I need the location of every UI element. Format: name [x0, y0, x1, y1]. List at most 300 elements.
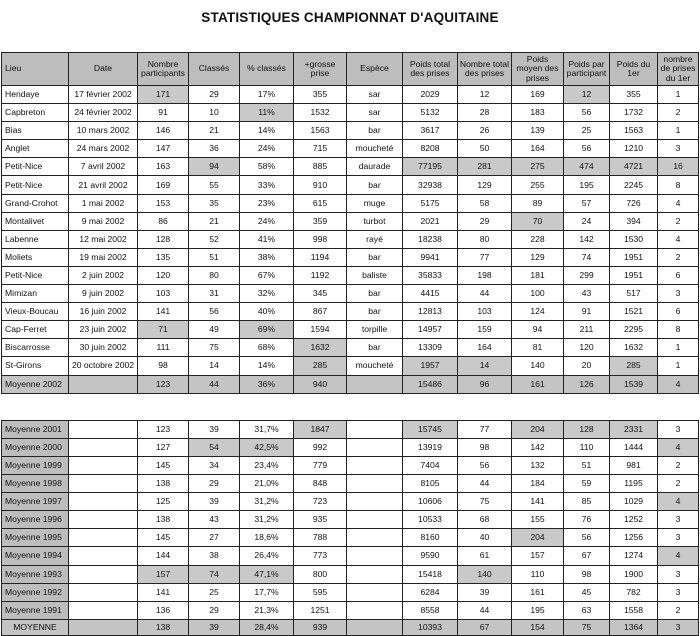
table-cell: 69% — [240, 321, 294, 339]
table-cell: 2021 — [403, 212, 458, 230]
table-cell: 228 — [512, 230, 564, 248]
table-row — [2, 194, 699, 212]
table-cell: 1 — [658, 122, 699, 140]
table-cell: 77195 — [403, 158, 458, 176]
table-cell: 31 — [189, 285, 240, 303]
table-cell: moucheté — [347, 140, 403, 158]
table-cell: 3 — [658, 285, 699, 303]
table-cell: 24% — [240, 212, 294, 230]
table-cell: 15745 — [403, 420, 458, 438]
table-cell: Moyenne 2001 — [2, 420, 69, 438]
table-cell — [69, 583, 138, 601]
table-cell: 4 — [658, 194, 699, 212]
table-cell: 17 février 2002 — [69, 86, 138, 104]
table-cell: 2331 — [610, 420, 658, 438]
table-cell — [69, 601, 138, 619]
header-row — [2, 53, 699, 86]
table-cell: 21 avril 2002 — [69, 176, 138, 194]
table-cell: Moyenne 2002 — [2, 375, 69, 393]
table-cell: 100 — [512, 285, 564, 303]
table-cell: 15486 — [403, 375, 458, 393]
table-cell: 154 — [512, 619, 564, 635]
table-cell: 86 — [138, 212, 189, 230]
table-cell: 204 — [512, 529, 564, 547]
table-cell: 726 — [610, 194, 658, 212]
table-cell — [69, 420, 138, 438]
table-cell: 10606 — [403, 493, 458, 511]
table-cell: 153 — [138, 194, 189, 212]
table-cell — [347, 456, 403, 474]
table-cell: Petit-Nice — [2, 158, 69, 176]
table-cell: 615 — [294, 194, 347, 212]
table-cell: 2 — [658, 248, 699, 266]
table-cell: Montalivet — [2, 212, 69, 230]
table-cell: 773 — [294, 547, 347, 565]
table-cell: 1732 — [610, 104, 658, 122]
table-row — [2, 266, 699, 284]
table-cell: 910 — [294, 176, 347, 194]
table-cell: 1210 — [610, 140, 658, 158]
table-cell — [69, 375, 138, 393]
table-cell — [347, 619, 403, 635]
table-cell — [69, 511, 138, 529]
table-cell: 345 — [294, 285, 347, 303]
table-cell: 1194 — [294, 248, 347, 266]
table-cell: 145 — [138, 456, 189, 474]
table-cell: 2 — [658, 601, 699, 619]
table-cell: 50 — [458, 140, 512, 158]
table-cell: 40% — [240, 303, 294, 321]
table-cell: 1563 — [610, 122, 658, 140]
table-cell: Biscarrosse — [2, 339, 69, 357]
table-cell: 1632 — [294, 339, 347, 357]
table-cell: 141 — [138, 303, 189, 321]
table-cell: 29 — [458, 212, 512, 230]
table-cell: 6284 — [403, 583, 458, 601]
table-cell: 3 — [658, 420, 699, 438]
table-cell: 1530 — [610, 230, 658, 248]
table-cell: 299 — [564, 266, 610, 284]
table-cell: 13309 — [403, 339, 458, 357]
table-row — [2, 140, 699, 158]
table-cell: turbot — [347, 212, 403, 230]
table-cell: bar — [347, 339, 403, 357]
table-cell: 29 — [189, 86, 240, 104]
overall-average-row — [2, 619, 699, 635]
table-cell: 14957 — [403, 321, 458, 339]
table-cell: 285 — [294, 357, 347, 375]
table-row — [2, 285, 699, 303]
average-2002-row — [2, 375, 699, 393]
table-cell: 129 — [512, 248, 564, 266]
table-cell: Moyenne 1999 — [2, 456, 69, 474]
table-cell: 12 — [458, 86, 512, 104]
table-cell: 7404 — [403, 456, 458, 474]
table-cell: 1521 — [610, 303, 658, 321]
table-cell: 63 — [564, 601, 610, 619]
column-header: Poids par participant — [564, 53, 610, 86]
table-cell: 70 — [512, 212, 564, 230]
table-cell: 26,4% — [240, 547, 294, 565]
table-cell: 715 — [294, 140, 347, 158]
table-cell: 76 — [564, 511, 610, 529]
table-cell: 39 — [189, 493, 240, 511]
column-header: Espèce — [347, 53, 403, 86]
table-cell: 1 — [658, 357, 699, 375]
table-cell: 61 — [458, 547, 512, 565]
table-cell: 18238 — [403, 230, 458, 248]
table-cell: 1558 — [610, 601, 658, 619]
table-cell: 1364 — [610, 619, 658, 635]
table-cell — [69, 493, 138, 511]
table-cell — [69, 619, 138, 635]
table-cell: 89 — [512, 194, 564, 212]
table-cell — [69, 529, 138, 547]
table-cell: Moyenne 2000 — [2, 438, 69, 456]
table-cell: 24% — [240, 140, 294, 158]
table-cell: 204 — [512, 420, 564, 438]
table-cell: 9590 — [403, 547, 458, 565]
table-cell: 29 — [189, 475, 240, 493]
table-cell: 2295 — [610, 321, 658, 339]
table-cell: 25 — [564, 122, 610, 140]
table-cell: 998 — [294, 230, 347, 248]
table-cell: 169 — [138, 176, 189, 194]
history-row — [2, 456, 699, 474]
table-cell: 40 — [458, 529, 512, 547]
table-cell: 3617 — [403, 122, 458, 140]
table-cell: 394 — [610, 212, 658, 230]
table-cell: bar — [347, 176, 403, 194]
table-cell: 24 février 2002 — [69, 104, 138, 122]
table-cell: Anglet — [2, 140, 69, 158]
table-cell: 1252 — [610, 511, 658, 529]
table-cell: 56 — [458, 456, 512, 474]
table-cell: 91 — [564, 303, 610, 321]
table-cell: 171 — [138, 86, 189, 104]
table-cell: 33% — [240, 176, 294, 194]
table-cell: Moliets — [2, 248, 69, 266]
table-cell: baliste — [347, 266, 403, 284]
table-cell: 39 — [189, 619, 240, 635]
table-cell: 17,7% — [240, 583, 294, 601]
table-cell: 94 — [189, 158, 240, 176]
table-cell — [347, 529, 403, 547]
table-cell: 135 — [138, 248, 189, 266]
table-cell: 47,1% — [240, 565, 294, 583]
table-cell: 38% — [240, 248, 294, 266]
table-cell: 1900 — [610, 565, 658, 583]
table-cell: 128 — [564, 420, 610, 438]
table-cell: 355 — [294, 86, 347, 104]
table-cell: Hendaye — [2, 86, 69, 104]
table-cell: 1957 — [403, 357, 458, 375]
table-cell: 14 — [458, 357, 512, 375]
table-cell: 14 — [189, 357, 240, 375]
table-cell: muge — [347, 194, 403, 212]
table-cell: 164 — [512, 140, 564, 158]
table-cell: St-Girons — [2, 357, 69, 375]
table-cell: daurade — [347, 158, 403, 176]
table-cell: 44 — [458, 475, 512, 493]
table-cell: 8 — [658, 321, 699, 339]
table-cell: 68% — [240, 339, 294, 357]
table-cell: Moyenne 1995 — [2, 529, 69, 547]
table-cell: 138 — [138, 475, 189, 493]
table-cell: Moyenne 1996 — [2, 511, 69, 529]
table-cell: 981 — [610, 456, 658, 474]
column-header: Date — [69, 53, 138, 86]
table-cell: Moyenne 1994 — [2, 547, 69, 565]
table-row — [2, 104, 699, 122]
table-cell: 20 octobre 2002 — [69, 357, 138, 375]
table-cell: 198 — [458, 266, 512, 284]
column-header: Poids total des prises — [403, 53, 458, 86]
table-cell: 68 — [458, 511, 512, 529]
table-cell: 140 — [458, 565, 512, 583]
table-cell: 21 — [189, 212, 240, 230]
table-cell — [347, 475, 403, 493]
history-row — [2, 583, 699, 601]
table-cell: 8105 — [403, 475, 458, 493]
table-cell: 159 — [458, 321, 512, 339]
table-cell: Cap-Ferret — [2, 321, 69, 339]
table-cell: 1 — [658, 339, 699, 357]
table-cell: 77 — [458, 248, 512, 266]
table-cell: 723 — [294, 493, 347, 511]
table-cell: 1 mai 2002 — [69, 194, 138, 212]
table-cell: 44 — [458, 285, 512, 303]
table-cell: 4 — [658, 547, 699, 565]
table-row — [2, 248, 699, 266]
table-cell: 21 — [189, 122, 240, 140]
table-cell: 74 — [564, 248, 610, 266]
table-cell: 2 juin 2002 — [69, 266, 138, 284]
table-cell: 1847 — [294, 420, 347, 438]
table-cell: 3 — [658, 140, 699, 158]
table-cell: 1539 — [610, 375, 658, 393]
table-cell: 132 — [512, 456, 564, 474]
table-cell: 75 — [458, 493, 512, 511]
table-cell: 1192 — [294, 266, 347, 284]
table-cell: 52 — [189, 230, 240, 248]
history-row — [2, 475, 699, 493]
table-cell: Bias — [2, 122, 69, 140]
table-cell: 35833 — [403, 266, 458, 284]
table-cell: 183 — [512, 104, 564, 122]
table-cell: 80 — [458, 230, 512, 248]
table-cell: 8160 — [403, 529, 458, 547]
history-row — [2, 547, 699, 565]
table-cell: 103 — [458, 303, 512, 321]
table-cell: 28 — [458, 104, 512, 122]
table-cell: 19 mai 2002 — [69, 248, 138, 266]
column-header: % classés — [240, 53, 294, 86]
table-cell — [347, 375, 403, 393]
history-row — [2, 438, 699, 456]
table-cell: 14% — [240, 122, 294, 140]
table-cell: 75 — [564, 619, 610, 635]
table-cell: 12813 — [403, 303, 458, 321]
table-cell: Vieux-Boucau — [2, 303, 69, 321]
table-cell: 123 — [138, 420, 189, 438]
table-cell: 355 — [610, 86, 658, 104]
table-cell: 44 — [189, 375, 240, 393]
table-cell — [347, 493, 403, 511]
table-cell: 98 — [138, 357, 189, 375]
table-cell: Moyenne 1997 — [2, 493, 69, 511]
table-cell — [347, 511, 403, 529]
table-cell: 138 — [138, 511, 189, 529]
table-cell: bar — [347, 285, 403, 303]
table-cell: 5132 — [403, 104, 458, 122]
table-cell: 16 juin 2002 — [69, 303, 138, 321]
table-cell: 1951 — [610, 266, 658, 284]
table-cell: 195 — [512, 601, 564, 619]
table-cell: 51 — [564, 456, 610, 474]
table-cell: 51 — [189, 248, 240, 266]
table-cell: 1274 — [610, 547, 658, 565]
column-header: nombre de prises du 1er — [658, 53, 699, 86]
table-cell: 163 — [138, 158, 189, 176]
table-cell: 24 — [564, 212, 610, 230]
table-row — [2, 339, 699, 357]
table-cell: sar — [347, 104, 403, 122]
table-cell: 147 — [138, 140, 189, 158]
table-cell: 141 — [512, 493, 564, 511]
table-cell: 12 — [564, 86, 610, 104]
table-cell: 3 — [658, 529, 699, 547]
table-cell: 939 — [294, 619, 347, 635]
table-row — [2, 303, 699, 321]
table-cell: 9941 — [403, 248, 458, 266]
table-cell: 59 — [564, 475, 610, 493]
table-cell: Mimizan — [2, 285, 69, 303]
history-row — [2, 529, 699, 547]
table-cell: 32% — [240, 285, 294, 303]
table-cell: 98 — [564, 565, 610, 583]
table-cell: 142 — [512, 438, 564, 456]
table-cell: bar — [347, 303, 403, 321]
table-cell: Moyenne 1993 — [2, 565, 69, 583]
table-cell: 123 — [138, 375, 189, 393]
table-cell: 55 — [189, 176, 240, 194]
table-row — [2, 176, 699, 194]
table-cell: 1563 — [294, 122, 347, 140]
table-cell: 41% — [240, 230, 294, 248]
table-cell: 211 — [564, 321, 610, 339]
statistics-table — [1, 52, 699, 636]
table-cell: 31,2% — [240, 511, 294, 529]
spacer-cell — [2, 393, 699, 420]
table-cell: 96 — [458, 375, 512, 393]
table-cell: 1195 — [610, 475, 658, 493]
table-cell: 16 — [658, 158, 699, 176]
column-header: Nombre participants — [138, 53, 189, 86]
table-cell: 120 — [564, 339, 610, 357]
table-cell: 161 — [512, 583, 564, 601]
table-cell — [347, 420, 403, 438]
table-cell: 138 — [138, 619, 189, 635]
table-cell: 9 mai 2002 — [69, 212, 138, 230]
table-cell: 867 — [294, 303, 347, 321]
table-cell: Capbreton — [2, 104, 69, 122]
table-cell: 58% — [240, 158, 294, 176]
table-cell: 1444 — [610, 438, 658, 456]
table-cell: Moyenne 1998 — [2, 475, 69, 493]
column-header: Classés — [189, 53, 240, 86]
table-cell: 359 — [294, 212, 347, 230]
table-cell: 6 — [658, 303, 699, 321]
column-header: +grosse prise — [294, 53, 347, 86]
column-header: Poids moyen des prises — [512, 53, 564, 86]
table-cell: moucheté — [347, 357, 403, 375]
table-row — [2, 357, 699, 375]
table-cell: 4 — [658, 375, 699, 393]
table-cell: 157 — [512, 547, 564, 565]
table-cell: 779 — [294, 456, 347, 474]
table-cell — [69, 565, 138, 583]
table-cell: 788 — [294, 529, 347, 547]
table-cell: Moyenne 1992 — [2, 583, 69, 601]
table-cell: 10 mars 2002 — [69, 122, 138, 140]
table-cell: 275 — [512, 158, 564, 176]
table-cell: 4415 — [403, 285, 458, 303]
table-cell: 56 — [564, 529, 610, 547]
table-cell: 10393 — [403, 619, 458, 635]
table-cell: 36% — [240, 375, 294, 393]
table-cell: 23 juin 2002 — [69, 321, 138, 339]
table-cell: 43 — [564, 285, 610, 303]
table-cell: 45 — [564, 583, 610, 601]
table-cell: 142 — [564, 230, 610, 248]
table-cell — [347, 547, 403, 565]
table-cell: 3 — [658, 583, 699, 601]
table-cell: 56 — [189, 303, 240, 321]
table-cell: 1632 — [610, 339, 658, 357]
table-cell: 10533 — [403, 511, 458, 529]
table-cell: 14% — [240, 357, 294, 375]
table-cell — [347, 601, 403, 619]
table-cell: 75 — [189, 339, 240, 357]
table-cell: 20 — [564, 357, 610, 375]
table-cell: bar — [347, 248, 403, 266]
table-cell: 2 — [658, 475, 699, 493]
table-cell: 145 — [138, 529, 189, 547]
table-cell: 595 — [294, 583, 347, 601]
table-cell: Moyenne 1991 — [2, 601, 69, 619]
table-cell: 71 — [138, 321, 189, 339]
table-cell: 285 — [610, 357, 658, 375]
table-cell: 31,2% — [240, 493, 294, 511]
table-cell: 155 — [512, 511, 564, 529]
table-cell: 38 — [189, 547, 240, 565]
table-cell: 7 avril 2002 — [69, 158, 138, 176]
table-cell: 49 — [189, 321, 240, 339]
table-cell: 146 — [138, 122, 189, 140]
table-row — [2, 86, 699, 104]
table-cell — [69, 438, 138, 456]
table-cell: 17% — [240, 86, 294, 104]
table-cell: 3 — [658, 565, 699, 583]
table-cell: 4 — [658, 493, 699, 511]
table-cell: 11% — [240, 104, 294, 122]
table-cell: 140 — [512, 357, 564, 375]
table-cell: 110 — [512, 565, 564, 583]
table-cell: 111 — [138, 339, 189, 357]
table-cell — [69, 456, 138, 474]
table-cell: rayé — [347, 230, 403, 248]
